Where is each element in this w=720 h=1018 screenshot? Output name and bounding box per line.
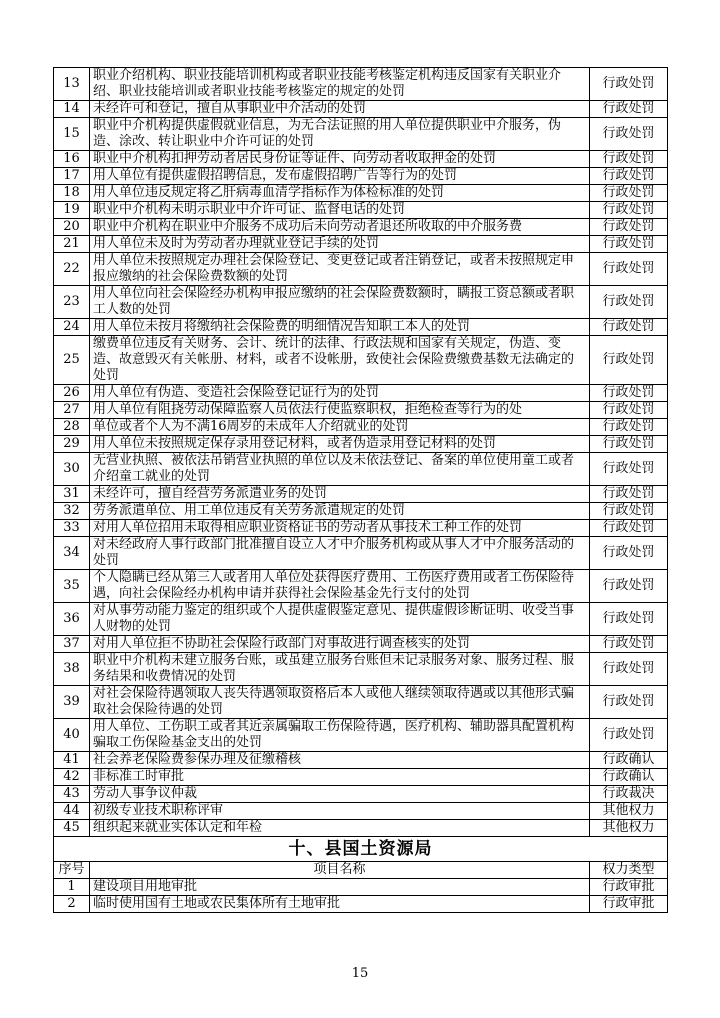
row-power-type: 行政审批 [590,896,668,913]
row-number: 2 [54,896,90,913]
table-row [54,719,668,752]
row-item-name: 用人单位有提供虚假招聘信息，发布虚假招聘广告等行为的处罚 [90,168,590,185]
row-power-type: 行政处罚 [590,636,668,653]
row-number: 19 [54,202,90,219]
row-power-type: 行政处罚 [590,286,668,319]
row-item-name: 对用人单位拒不协助社会保险行政部门对事故进行调查核实的处罚 [90,636,590,653]
row-item-name: 用人单位有阻挠劳动保障监察人员依法行使监察职权，拒绝检查等行为的处 [90,402,590,419]
row-number: 32 [54,503,90,520]
row-power-type: 行政处罚 [590,520,668,537]
table-row [54,786,668,803]
row-power-type: 行政处罚 [590,503,668,520]
table-row [54,151,668,168]
row-power-type: 其他权力 [590,803,668,820]
table-row [54,803,668,820]
row-power-type: 行政处罚 [590,185,668,202]
table-row [54,436,668,453]
row-number: 20 [54,219,90,236]
row-item-name: 非标准工时审批 [90,769,590,786]
row-number: 40 [54,719,90,752]
row-number: 26 [54,385,90,402]
table-row [54,520,668,537]
row-item-name: 用人单位未按照规定保存录用登记材料，或者伪造录用登记材料的处罚 [90,436,590,453]
table-row [54,453,668,486]
row-number: 28 [54,419,90,436]
table-row [54,118,668,151]
row-power-type: 行政处罚 [590,537,668,570]
row-item-name: 用人单位未按照规定办理社会保险登记、变更登记或者注销登记，或者未按照规定申报应缴纳的社会保险费数额的处罚 [90,253,590,286]
row-number: 36 [54,603,90,636]
row-item-name: 未经许可，擅自经营劳务派遣业务的处罚 [90,486,590,503]
row-number: 33 [54,520,90,537]
row-item-name: 职业介绍机构、职业技能培训机构或者职业技能考核鉴定机构违反国家有关职业介绍、职业技能培训或者职业技能考核鉴定的规定的处罚 [90,68,590,101]
row-item-name: 职业中介机构在职业中介服务不成功后未向劳动者退还所收取的中介服务费 [90,219,590,236]
row-power-type: 行政处罚 [590,319,668,336]
row-item-name: 临时使用国有土地或农民集体所有土地审批 [90,896,590,913]
row-power-type: 行政处罚 [590,101,668,118]
table-row [54,503,668,520]
row-item-name: 劳动人事争议仲裁 [90,786,590,803]
row-number: 41 [54,752,90,769]
row-item-name: 对未经政府人事行政部门批准擅自设立人才中介服务机构或从事人才中介服务活动的处罚 [90,537,590,570]
section-title-row [54,837,668,862]
table-row [54,896,668,913]
row-number: 15 [54,118,90,151]
row-number: 22 [54,253,90,286]
row-number: 42 [54,769,90,786]
row-item-name: 职业中介机构未建立服务台账，或虽建立服务台账但未记录服务对象、服务过程、服务结果和收费情况的处罚 [90,653,590,686]
table-row [54,319,668,336]
row-number: 31 [54,486,90,503]
row-number: 17 [54,168,90,185]
section-body [54,837,668,879]
header-name: 项目名称 [90,862,590,879]
row-power-type: 行政处罚 [590,436,668,453]
table-row [54,336,668,385]
row-item-name: 用人单位违反规定将乙肝病毒血清学指标作为体检标准的处罚 [90,185,590,202]
row-number: 43 [54,786,90,803]
table-row [54,385,668,402]
table-row [54,202,668,219]
table-row [54,286,668,319]
table-row [54,68,668,101]
row-item-name: 用人单位未按月将缴纳社会保险费的明细情况告知职工本人的处罚 [90,319,590,336]
row-power-type: 行政处罚 [590,385,668,402]
row-power-type: 行政处罚 [590,336,668,385]
row-number: 18 [54,185,90,202]
row-number: 27 [54,402,90,419]
table-row [54,236,668,253]
table-row [54,636,668,653]
row-number: 29 [54,436,90,453]
row-power-type: 行政处罚 [590,236,668,253]
row-item-name: 用人单位、工伤职工或者其近亲属骗取工伤保险待遇，医疗机构、辅助器具配置机构骗取工伤保险基金支出的处罚 [90,719,590,752]
row-power-type: 行政处罚 [590,202,668,219]
row-number: 39 [54,686,90,719]
row-number: 38 [54,653,90,686]
row-power-type: 行政处罚 [590,151,668,168]
row-number: 30 [54,453,90,486]
table-row [54,419,668,436]
header-row [54,862,668,879]
table-row [54,253,668,286]
row-power-type: 行政处罚 [590,219,668,236]
row-number: 45 [54,820,90,837]
row-power-type: 行政处罚 [590,686,668,719]
row-power-type: 其他权力 [590,820,668,837]
header-type: 权力类型 [590,862,668,879]
row-power-type: 行政确认 [590,769,668,786]
power-list-table [53,67,668,913]
row-item-name: 对从事劳动能力鉴定的组织或个人提供虚假鉴定意见、提供虚假诊断证明、收受当事人财物的处罚 [90,603,590,636]
row-item-name: 初级专业技术职称评审 [90,803,590,820]
row-item-name: 用人单位有伪造、变造社会保险登记证行为的处罚 [90,385,590,402]
row-power-type: 行政处罚 [590,68,668,101]
table-row [54,101,668,118]
row-item-name: 未经许可和登记，擅自从事职业中介活动的处罚 [90,101,590,118]
row-item-name: 社会养老保险费参保办理及征缴稽核 [90,752,590,769]
row-item-name: 用人单位向社会保险经办机构申报应缴纳的社会保险费数额时，瞒报工资总额或者职工人数的处罚 [90,286,590,319]
row-power-type: 行政处罚 [590,419,668,436]
table-row [54,486,668,503]
row-power-type: 行政处罚 [590,118,668,151]
row-item-name: 职业中介机构扣押劳动者居民身份证等证件、向劳动者收取押金的处罚 [90,151,590,168]
row-number: 34 [54,537,90,570]
row-power-type: 行政处罚 [590,168,668,185]
row-power-type: 行政确认 [590,752,668,769]
row-power-type: 行政审批 [590,879,668,896]
table-row [54,653,668,686]
row-item-name: 建设项目用地审批 [90,879,590,896]
row-number: 23 [54,286,90,319]
table-row [54,168,668,185]
row-power-type: 行政处罚 [590,719,668,752]
row-item-name: 组织起来就业实体认定和年检 [90,820,590,837]
row-number: 37 [54,636,90,653]
row-number: 35 [54,570,90,603]
table-row [54,402,668,419]
table-row [54,570,668,603]
table-row [54,686,668,719]
row-number: 44 [54,803,90,820]
row-item-name: 用人单位未及时为劳动者办理就业登记手续的处罚 [90,236,590,253]
table-body [54,68,668,837]
row-number: 25 [54,336,90,385]
table-row [54,603,668,636]
table-row [54,769,668,786]
header-no: 序号 [54,862,90,879]
row-item-name: 单位或者个人为不满16周岁的未成年人介绍就业的处罚 [90,419,590,436]
row-power-type: 行政处罚 [590,402,668,419]
row-item-name: 对用人单位招用未取得相应职业资格证书的劳动者从事技术工种工作的处罚 [90,520,590,537]
table-row [54,752,668,769]
row-item-name: 职业中介机构未明示职业中介许可证、监督电话的处罚 [90,202,590,219]
row-number: 14 [54,101,90,118]
row-number: 21 [54,236,90,253]
row-item-name: 无营业执照、被依法吊销营业执照的单位以及未依法登记、备案的单位使用童工或者介绍童工就业的处罚 [90,453,590,486]
row-number: 13 [54,68,90,101]
row-power-type: 行政处罚 [590,253,668,286]
row-item-name: 个人隐瞒已经从第三人或者用人单位处获得医疗费用、工伤医疗费用或者工伤保险待遇，向社会保险经办机构申请并获得社会保险基金先行支付的处罚 [90,570,590,603]
row-power-type: 行政处罚 [590,653,668,686]
section-rows [54,879,668,913]
row-item-name: 缴费单位违反有关财务、会计、统计的法律、行政法规和国家有关规定，伪造、变造、故意毁灭有关帐册、材料，或者不设帐册，致使社会保险费缴费基数无法确定的处罚 [90,336,590,385]
row-item-name: 劳务派遣单位、用工单位违反有关劳务派遣规定的处罚 [90,503,590,520]
page-number: 15 [351,966,369,981]
row-number: 24 [54,319,90,336]
table-row [54,219,668,236]
row-number: 1 [54,879,90,896]
row-item-name: 职业中介机构提供虚假就业信息，为无合法证照的用人单位提供职业中介服务，伪造、涂改、转让职业中介许可证的处罚 [90,118,590,151]
row-power-type: 行政处罚 [590,453,668,486]
row-power-type: 行政处罚 [590,570,668,603]
row-power-type: 行政处罚 [590,603,668,636]
row-power-type: 行政处罚 [590,486,668,503]
row-item-name: 对社会保险待遇领取人丧失待遇领取资格后本人或他人继续领取待遇或以其他形式骗取社会保险待遇的处罚 [90,686,590,719]
table-row [54,879,668,896]
row-power-type: 行政裁决 [590,786,668,803]
document-page [53,67,667,913]
table-row [54,185,668,202]
table-row [54,537,668,570]
table-row [54,820,668,837]
row-number: 16 [54,151,90,168]
section-title: 十、县国土资源局 [54,837,668,862]
